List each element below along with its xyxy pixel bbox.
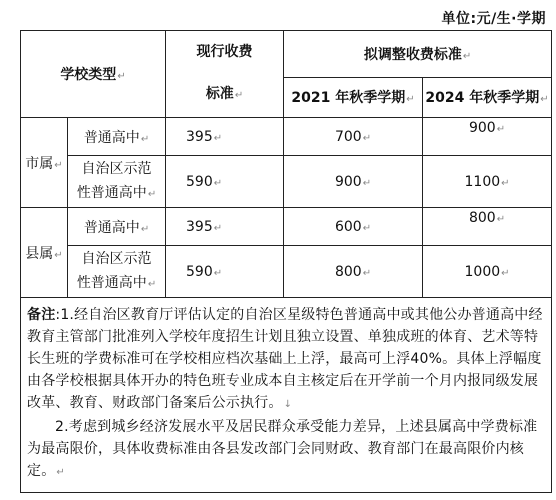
header-fall-2021: 2021 年秋季学期↵ [284,77,423,117]
current-fee-cell: 395↵ [166,208,284,246]
header-fall-2024: 2024 年秋季学期↵ [423,77,552,117]
note-paragraph-1: 备注:1.经自治区教育厅评估认定的自治区星级特色普通高中或其他公办普通高中经教育主管部门批准列入学校年度招生计划且独立设置、单独成班的体育、艺术等特长生班的学费标准可在学校相应档次基础上上浮，最高可上浮40%。具体上浮幅度由各学校根据具体开办的特色班专业成本自主核定后在开学前一个月内报同级发展改革、教育、财政部门备案后公示执行。↓ [27,307,543,411]
fee-2024-cell: 1000↵ [423,246,552,298]
current-fee-cell: 590↵ [166,246,284,298]
group-label-county: 县属↵ [21,208,68,298]
current-fee-cell: 395↵ [166,118,284,156]
header-school-type: 学校类型↵ [21,31,166,118]
unit-label: 单位:元/生·学期 [441,11,546,27]
school-type-cell: 自治区示范 性普通高中↵ [68,246,166,298]
fee-2024-cell: 800↵ [423,208,552,246]
note-label: 备注 [27,307,56,323]
school-type-cell: 自治区示范 性普通高中↵ [68,156,166,208]
fee-table [20,30,552,493]
header-adjusted-fee: 拟调整收费标准↵ [284,31,552,78]
fee-2021-cell: 800↵ [284,246,423,298]
school-type-cell: 普通高中↵ [68,118,166,156]
header-current-fee: 现行收费 标准↵ [166,31,284,118]
fee-2021-cell: 600↵ [284,208,423,246]
fee-2021-cell: 900↵ [284,156,423,208]
fee-2021-cell: 700↵ [284,118,423,156]
school-type-cell: 普通高中↵ [68,208,166,246]
fee-2024-cell: 1100↵ [423,156,552,208]
current-fee-cell: 590↵ [166,156,284,208]
fee-2024-cell: 900↵ [423,118,552,156]
group-label-city: 市属↵ [21,118,68,208]
note-paragraph-2: 2.考虑到城乡经济发展水平及居民群众承受能力差异，上述县属高中学费标准为最高限价，具体收费标准由各县发改部门会同财政、教育部门在最高限价内核定。↵ [27,419,538,479]
notes-cell [21,298,552,493]
